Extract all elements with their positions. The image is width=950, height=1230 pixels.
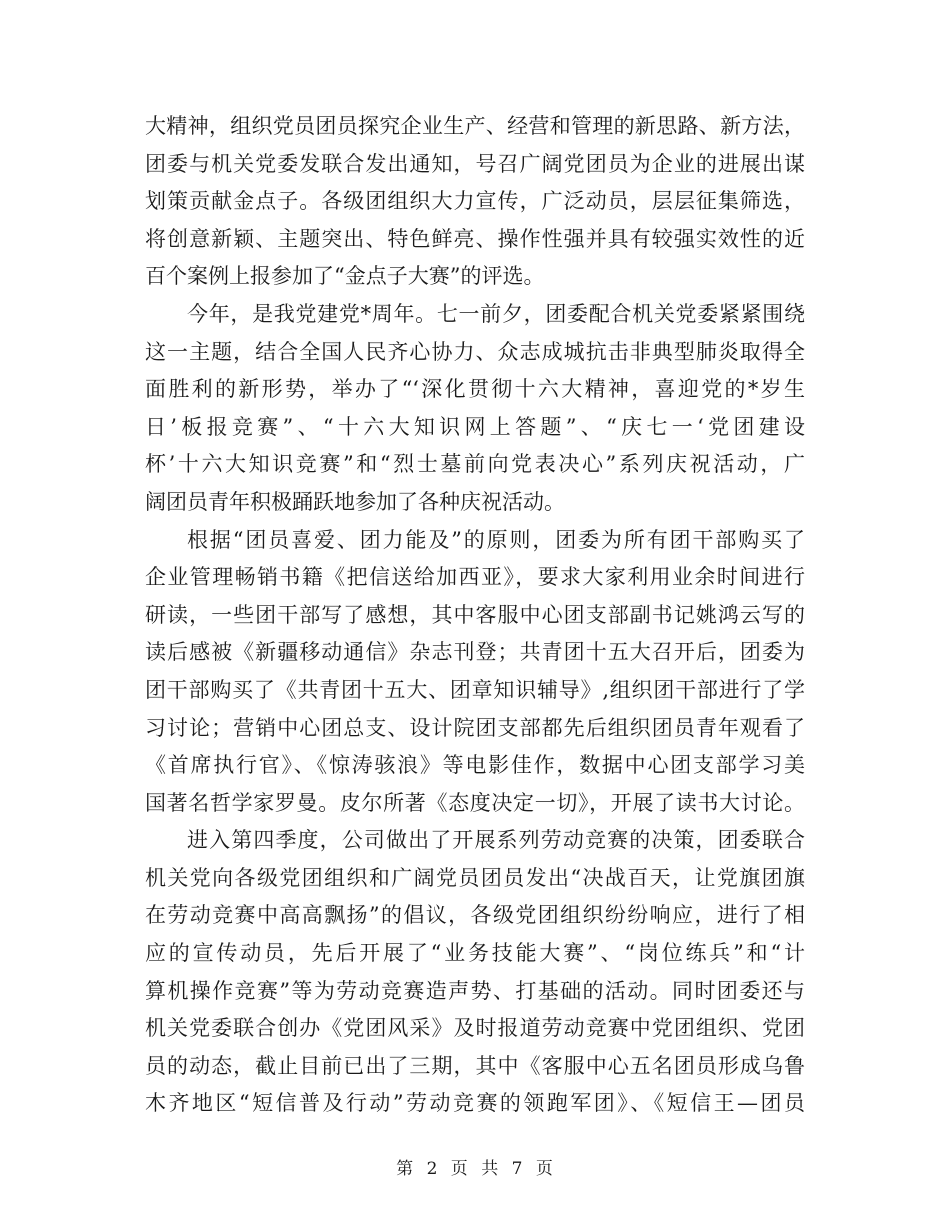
text-line: 百个案例上报参加了“金点子大赛”的评选。 [145, 264, 545, 289]
paragraph-first-line: 今年，是我党建党*周年。七一前夕，团委配合机关党委紧紧围绕 [187, 301, 805, 326]
text-line: 《首席执行官》、《惊涛骇浪》等电影佳作，数据中心团支部学习美 [145, 753, 805, 778]
page-number-footer: 第 2 页 共 7 页 [396, 1159, 554, 1179]
text-line: 大精神，组织党员团员探究企业生产、经营和管理的新思路、新方法， [145, 114, 805, 138]
text-line: 习讨论；营销中心团总支、设计院团支部都先后组织团员青年观看了 [145, 715, 805, 740]
text-line: 日’板报竞赛”、“十六大知识网上答题”、“庆七一‘党团建设 [145, 414, 805, 439]
text-line: 员的动态，截止目前已出了三期，其中《客服中心五名团员形成乌鲁 [145, 1053, 805, 1078]
text-line: 应的宣传动员，先后开展了“业务技能大赛”、“岗位练兵”和“计 [145, 941, 805, 966]
text-line: 算机操作竞赛”等为劳动竞赛造声势、打基础的活动。同时团委还与 [145, 978, 805, 1003]
text-line: 阔团员青年积极踊跃地参加了各种庆祝活动。 [145, 489, 565, 514]
text-line: 划策贡献金点子。各级团组织大力宣传，广泛动员，层层征集筛选， [145, 189, 805, 214]
paragraph-first-line: 进入第四季度，公司做出了开展系列劳动竞赛的决策，团委联合 [187, 828, 805, 853]
text-line: 研读，一些团干部写了感想，其中客服中心团支部副书记姚鸿云写的 [145, 602, 805, 627]
text-line: 机关党委联合创办《党团风采》及时报道劳动竞赛中党团组织、党团 [145, 1016, 805, 1041]
text-line: 将创意新颖、主题突出、特色鲜亮、操作性强并具有较强实效性的近 [145, 226, 805, 251]
text-line: 国著名哲学家罗曼。皮尔所著《态度决定一切》，开展了读书大讨论。 [145, 790, 805, 815]
text-line: 这一主题，结合全国人民齐心协力、众志成城抗击非典型肺炎取得全 [145, 339, 805, 364]
text-line: 企业管理畅销书籍《把信送给加西亚》，要求大家利用业余时间进行 [145, 565, 805, 590]
text-line: 面胜利的新形势，举办了“‘深化贯彻十六大精神，喜迎党的*岁生 [145, 377, 805, 402]
body-text [145, 108, 805, 1123]
paragraph-first-line: 根据“团员喜爱、团力能及”的原则，团委为所有团干部购买了 [187, 527, 805, 552]
text-line: 机关党向各级党团组织和广阔党员团员发出“决战百天，让党旗团旗 [145, 865, 805, 890]
text-line: 在劳动竞赛中高高飘扬”的倡议，各级党团组织纷纷响应，进行了相 [145, 903, 805, 928]
text-line: 木齐地区“短信普及行动”劳动竞赛的领跑军团》、《短信王—团员 [145, 1091, 805, 1116]
text-line: 读后感被《新疆移动通信》杂志刊登；共青团十五大召开后，团委为 [145, 640, 805, 665]
text-line: 团干部购买了《共青团十五大、团章知识辅导》,组织团干部进行了学 [145, 677, 805, 702]
text-line: 杯’十六大知识竞赛”和“烈士墓前向党表决心”系列庆祝活动，广 [145, 452, 805, 477]
text-line: 团委与机关党委发联合发出通知，号召广阔党团员为企业的进展出谋 [145, 151, 805, 176]
